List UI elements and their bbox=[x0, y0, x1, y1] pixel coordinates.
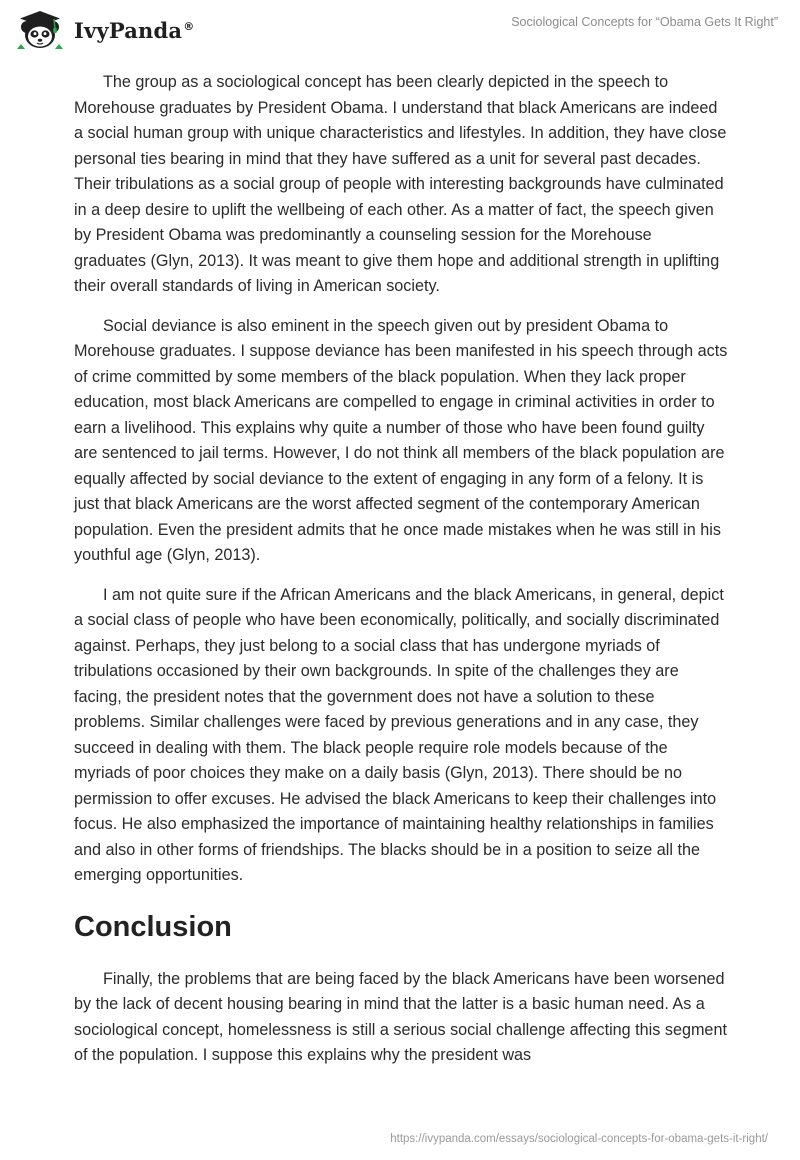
source-url[interactable]: https://ivypanda.com/essays/sociological-concepts-for-obama-gets-it-right/ bbox=[390, 1133, 768, 1145]
logo-text: IvyPanda® bbox=[74, 17, 195, 43]
conclusion-heading: Conclusion bbox=[74, 910, 232, 943]
registered-mark: ® bbox=[183, 19, 195, 33]
paragraph-group-concept: The group as a sociological concept has been clearly depicted in the speech to Morehouse graduates by President Obama. I understand that black Americans are indeed a social human group with unique characteristics and lifestyles. In addition, they have close personal ties bearing in mind that they have suffered as a unit for several past decades. Their tribulations as a social group of people with interesting backgrounds have culminated in a deep desire to uplift the wellbeing of each other. As a matter of fact, the speech given by President Obama was predominantly a counseling session for the Morehouse graduates (Glyn, 2013). It was meant to give them hope and additional strength in uplifting their overall standards of living in American society. bbox=[74, 73, 727, 295]
running-title: Sociological Concepts for “Obama Gets It Right” bbox=[511, 15, 778, 29]
paragraph-social-deviance: Social deviance is also eminent in the speech given out by president Obama to Morehouse graduates. I suppose deviance has been manifested in his speech through acts of crime committed by some members of the black population. When they lack proper education, most black Americans are compelled to engage in criminal activities in order to earn a livelihood. This explains why quite a number of those who have been found guilty are sentenced to jail terms. However, I do not think all members of the black population are equally affected by social deviance to the extent of engaging in any form of a felony. It is just that black Americans are the worst affected segment of the contemporary American population. Even the president admits that he once made mistakes when he was still in his youthful age (Glyn, 2013). bbox=[74, 316, 728, 564]
essay-content bbox=[74, 70, 728, 1083]
paragraph-conclusion: Finally, the problems that are being faced by the black Americans have been worsened by the lack of decent housing bearing in mind that the latter is a basic human need. As a sociological concept, homelessness is still a serious social challenge affecting this segment of the population. I suppose this explains why the president was bbox=[74, 969, 727, 1064]
ivypanda-logo[interactable] bbox=[14, 8, 194, 52]
panda-graduate-icon bbox=[14, 8, 68, 52]
paragraph-social-class: I am not quite sure if the African Americans and the black Americans, in general, depict a social class of people who have been economically, politically, and socially discriminated against. Perhaps, they just belong to a social class that has undergone myriads of tribulations occasioned by their own backgrounds. In spite of the challenges they are facing, the president notes that the government does not have a solution to these problems. Similar challenges were faced by previous generations and in any case, they succeed in dealing with them. The black people require role models because of the myriads of poor choices they make on a daily basis (Glyn, 2013). There should be no permission to offer excuses. He advised the black Americans to keep their challenges into focus. He also emphasized the importance of maintaining healthy relationships in families and also in other forms of friendships. The blacks should be in a position to seize all the emerging opportunities. bbox=[74, 585, 724, 884]
page-header bbox=[0, 0, 800, 64]
